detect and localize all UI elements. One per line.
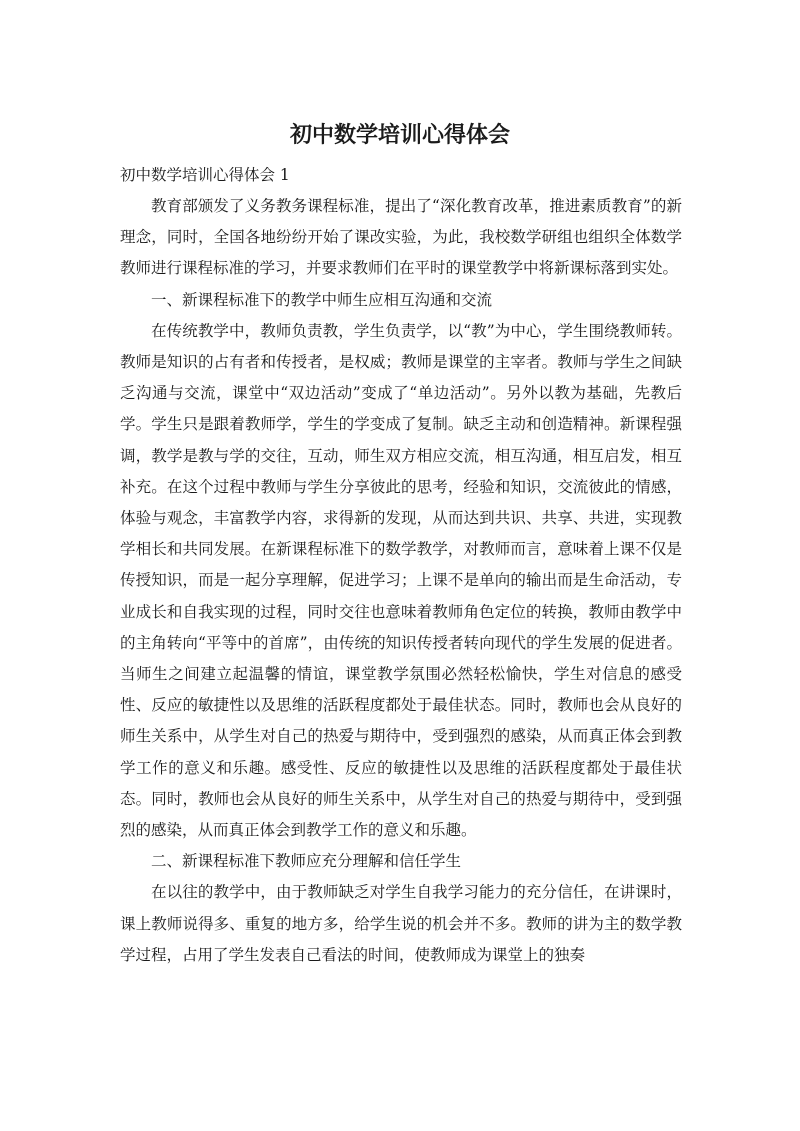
paragraph-section-2: 在以往的教学中，由于教师缺乏对学生自我学习能力的充分信任，在讲课时，课上教师说得多、重复的地方多，给学生说的机会并不多。教师的讲为主的数学教学过程，占用了学生发表自己看法的时间，使教师成为课堂上的独奏 [120, 883, 682, 964]
section-heading-2: 二、新课程标准下教师应充分理解和信任学生 [151, 852, 462, 871]
document-subtitle: 初中数学培训心得体会 1 [120, 166, 290, 184]
section-heading-1: 一、新课程标准下的教学中师生应相互沟通和交流 [151, 290, 493, 309]
paragraph-section-1: 在传统教学中，教师负责教，学生负责学，以“教”为中心，学生围绕教师转。教师是知识的占有者和传授者，是权威；教师是课堂的主宰者。教师与学生之间缺乏沟通与交流，课堂中“双边活动”变成了“单边活动”。另外以教为基础，先教后学。学生只是跟着教师学，学生的学变成了复制。缺乏主动和创造精神。新课程强调，教学是教与学的交往，互动，师生双方相应交流，相互沟通，相互启发，相互补充。在这个过程中教师与学生分享彼此的思考，经验和知识，交流彼此的情感，体验与观念，丰富教学内容，求得新的发现，从而达到共识、共享、共进，实现教学相长和共同发展。在新课程标准下的数学教学，对教师而言，意味着上课不仅是传授知识，而是一起分享理解，促进学习；上课不是单向的输出而是生命活动，专业成长和自我实现的过程，同时交往也意味着教师角色定位的转换，教师由教学中的主角转向“平等中的首席”，由传统的知识传授者转向现代的学生发展的促进者。当师生之间建立起温馨的情谊，课堂教学氛围必然轻松愉快，学生对信息的感受性、反应的敏捷性以及思维的活跃程度都处于最佳状态。同时，教师也会从良好的师生关系中，从学生对自己的热爱与期待中，受到强烈的感染，从而真正体会到教学工作的意义和乐趣。感受性、反应的敏捷性以及思维的活跃程度都处于最佳状态。同时，教师也会从良好的师生关系中，从学生对自己的热爱与期待中，受到强烈的感染，从而真正体会到教学工作的意义和乐趣。 [120, 321, 682, 840]
document-body [120, 160, 682, 971]
paragraph-intro: 教育部颁发了义务教务课程标准，提出了“深化教育改革，推进素质教育”的新理念，同时，全国各地纷纷开始了课改实验，为此，我校数学研组也组织全体数学教师进行课程标准的学习，并要求教师们在平时的课堂教学中将新课标落到实处。 [120, 197, 682, 278]
document-title: 初中数学培训心得体会 [289, 123, 510, 148]
